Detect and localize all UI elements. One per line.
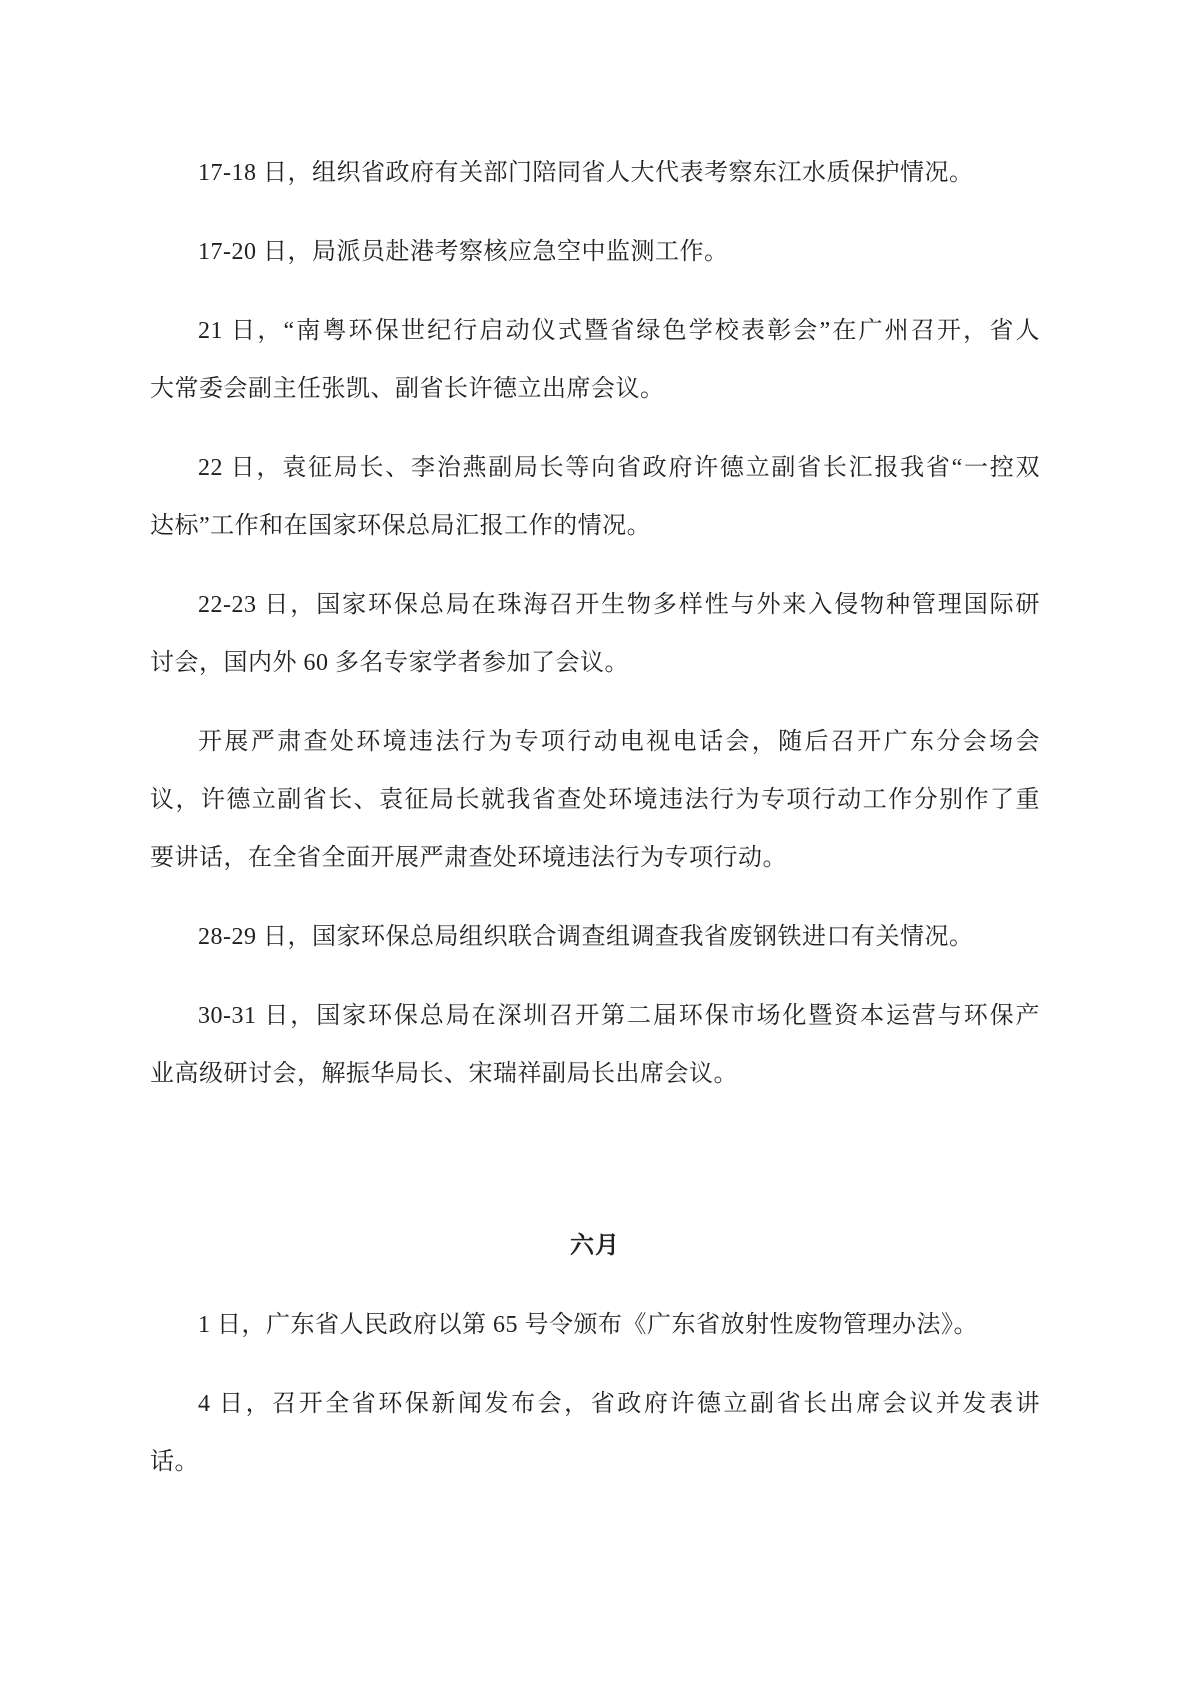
paragraph [150,439,1040,555]
paragraph-line: 大常委会副主任张凯、副省长许德立出席会议。 [150,376,665,402]
paragraph-line: 话。 [150,1449,199,1475]
paragraph [150,908,1040,966]
paragraph-line: 30-31 日，国家环保总局在深圳召开第二届环保市场化暨资本运营与环保产 [198,1003,1040,1029]
paragraph-line: 议，许德立副省长、袁征局长就我省查处环境违法行为专项行动工作分别作了重 [150,787,1040,813]
paragraph-line: 1 日，广东省人民政府以第 65 号令颁布《广东省放射性废物管理办法》。 [198,1312,978,1338]
paragraph [150,1296,1040,1354]
paragraph-line: 达标”工作和在国家环保总局汇报工作的情况。 [150,513,652,539]
paragraph-line: 22 日，袁征局长、李治燕副局长等向省政府许德立副省长汇报我省“一控双 [198,455,1040,481]
paragraph [150,987,1040,1103]
paragraph-line: 开展严肃查处环境违法行为专项行动电视电话会，随后召开广东分会场会 [198,729,1040,755]
paragraph-line: 21 日，“南粤环保世纪行启动仪式暨省绿色学校表彰会”在广州召开，省人 [198,318,1040,344]
paragraph [150,713,1040,887]
section-heading-june-heading: 六月 [570,1233,620,1259]
paragraph-line: 讨会，国内外 60 多名专家学者参加了会议。 [150,650,629,676]
paragraph-line: 17-18 日，组织省政府有关部门陪同省人大代表考察东江水质保护情况。 [198,160,974,186]
paragraph-line: 业高级研讨会，解振华局长、宋瑞祥副局长出席会议。 [150,1061,738,1087]
paragraph-line: 要讲话，在全省全面开展严肃查处环境违法行为专项行动。 [150,845,787,871]
paragraph-line: 17-20 日，局派员赴港考察核应急空中监测工作。 [198,239,729,265]
paragraph [150,144,1040,202]
paragraph-line: 28-29 日，国家环保总局组织联合调查组调查我省废钢铁进口有关情况。 [198,924,974,950]
paragraph [150,1375,1040,1491]
paragraph [150,576,1040,692]
paragraph [150,302,1040,418]
paragraph [150,223,1040,281]
document-content [150,144,1040,1512]
paragraph-line: 22-23 日，国家环保总局在珠海召开生物多样性与外来入侵物种管理国际研 [198,592,1040,618]
paragraph-line: 4 日，召开全省环保新闻发布会，省政府许德立副省长出席会议并发表讲 [198,1391,1040,1417]
